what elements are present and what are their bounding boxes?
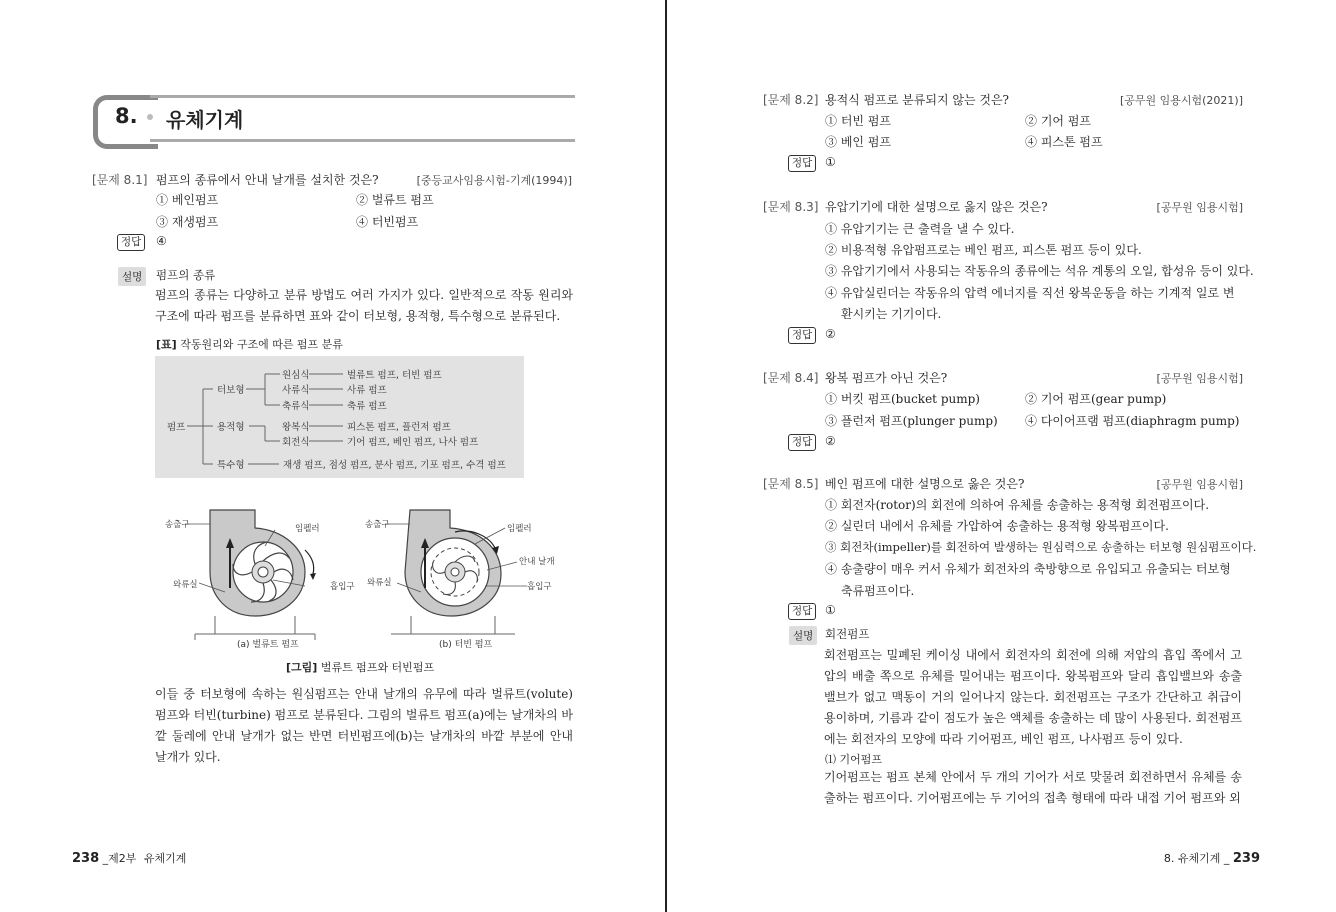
question-source: [공무원 임용시험] bbox=[1156, 201, 1243, 214]
fig-b-discharge: 송출구 bbox=[365, 520, 390, 530]
question-text: 베인 펌프에 대한 설명으로 옳은 것은? bbox=[825, 477, 1025, 491]
question-label: [문제 8.1] bbox=[92, 173, 148, 187]
question-text: 펌프의 종류에서 안내 날개를 설치한 것은? bbox=[156, 173, 379, 187]
figure-caption bbox=[286, 659, 434, 675]
chapter-rule-bottom bbox=[150, 139, 575, 142]
question-text: 용적식 펌프로 분류되지 않는 것은? bbox=[825, 93, 1009, 107]
figure-caption-prefix: [그림] bbox=[286, 661, 318, 674]
fig-b-inlet: 흡입구 bbox=[527, 582, 552, 592]
table-caption-text: 작동원리와 구조에 따른 펌프 분류 bbox=[180, 338, 343, 351]
option-1: ① 베인펌프 bbox=[156, 193, 219, 207]
turbine-pump-drawing bbox=[385, 510, 527, 634]
page-number-right: 239 bbox=[1232, 851, 1260, 866]
option-4: ④ 피스톤 펌프 bbox=[1025, 135, 1103, 149]
option-3: ③ 회전차(impeller)를 회전하여 발생하는 원심력으로 송출하는 터보형 원심펌프이다. bbox=[825, 540, 1257, 554]
footer-left bbox=[72, 850, 186, 866]
table-caption bbox=[156, 336, 343, 352]
right-page bbox=[669, 0, 1336, 912]
class-group-turbo: 터보형 bbox=[217, 385, 245, 396]
footer-title-right: 8. 유체기계 bbox=[1163, 852, 1221, 865]
fig-b-caption: (b) 터빈 펌프 bbox=[439, 640, 493, 650]
answer-badge: 정답 bbox=[788, 434, 816, 451]
closing-paragraph: 이들 중 터보형에 속하는 원심펌프는 안내 날개의 유무에 따라 벌류트(volute) 펌프와 터빈(turbine) 펌프로 분류된다. 그림의 벌류트 펌프(a)에는 날개차의 바깥 둘레에 안내 날개가 없는 반면 터빈펌프에(b)는 날개차의 바깥 부분에 안내 날개가 있다. bbox=[155, 687, 573, 764]
answer-value: ④ bbox=[156, 234, 167, 248]
question-text: 유압기기에 대한 설명으로 옳지 않은 것은? bbox=[825, 200, 1048, 214]
fig-a-discharge: 송출구 bbox=[165, 520, 190, 530]
footer-right bbox=[1164, 850, 1260, 866]
figure-caption-text: 벌류트 펌프와 터빈펌프 bbox=[320, 661, 435, 674]
question-label: [문제 8.2] bbox=[763, 93, 819, 107]
answer-badge: 정답 bbox=[788, 603, 816, 620]
question-source: [중등교사임용시험-기계(1994)] bbox=[416, 174, 572, 187]
answer-badge: 정답 bbox=[117, 234, 145, 251]
explanation-tag: 설명 bbox=[789, 626, 817, 645]
option-1: ① 유압기기는 큰 출력을 낼 수 있다. bbox=[825, 222, 1015, 236]
option-3: ③ 플런저 펌프(plunger pump) bbox=[825, 414, 998, 428]
explanation-tag: 설명 bbox=[118, 267, 146, 286]
question-label: [문제 8.3] bbox=[763, 200, 819, 214]
option-2: ② 비용적형 유압펌프로는 베인 펌프, 피스톤 펌프 등이 있다. bbox=[825, 243, 1142, 257]
explanation-heading: 펌프의 종류 bbox=[156, 268, 216, 282]
option-1: ① 터빈 펌프 bbox=[825, 114, 891, 128]
pump-figure bbox=[155, 500, 575, 660]
footer-sep: _ bbox=[1223, 852, 1230, 865]
footer-part: _제2부 bbox=[102, 852, 137, 865]
fig-b-impeller: 임펠러 bbox=[507, 524, 532, 534]
class-item-centrifugal: 원심식 bbox=[282, 370, 310, 381]
class-example-axial: 축류 펌프 bbox=[347, 401, 387, 412]
table-caption-prefix: [표] bbox=[156, 338, 177, 351]
class-group-positive: 용적형 bbox=[217, 422, 245, 433]
class-example-centrifugal: 벌류트 펌프, 터빈 펌프 bbox=[347, 370, 442, 381]
option-4: ④ 터빈펌프 bbox=[356, 215, 419, 229]
class-example-rotary: 기어 펌프, 베인 펌프, 나사 펌프 bbox=[347, 437, 479, 448]
class-root: 펌프 bbox=[167, 422, 186, 433]
class-item-mixed: 사류식 bbox=[282, 385, 310, 396]
question-source: [공무원 임용시험] bbox=[1156, 478, 1243, 491]
option-4-cont: 축류펌프이다. bbox=[841, 584, 915, 598]
class-group-special: 특수형 bbox=[217, 460, 245, 471]
spine-divider bbox=[665, 0, 667, 912]
answer-badge: 정답 bbox=[788, 327, 816, 344]
question-source: [공무원 임용시험(2021)] bbox=[1119, 94, 1243, 107]
class-item-axial: 축류식 bbox=[282, 401, 310, 412]
question-text: 왕복 펌프가 아닌 것은? bbox=[825, 371, 948, 385]
explanation-text: 펌프의 종류는 다양하고 분류 방법도 여러 가지가 있다. 일반적으로 작동 원리와 구조에 따라 펌프를 분류하면 표와 같이 터보형, 용적형, 특수형으로 분류된다. bbox=[155, 288, 573, 323]
option-3: ③ 베인 펌프 bbox=[825, 135, 891, 149]
question-label: [문제 8.5] bbox=[763, 477, 819, 491]
classification-diagram bbox=[155, 356, 524, 478]
class-example-reciprocating: 피스톤 펌프, 플런저 펌프 bbox=[347, 422, 451, 433]
fig-b-casing: 와류실 bbox=[367, 578, 392, 588]
subheading: ⑴ 기어펌프 bbox=[825, 753, 883, 766]
left-page bbox=[0, 0, 665, 912]
answer-value: ① bbox=[825, 155, 836, 169]
fig-a-impeller: 임펠러 bbox=[295, 524, 320, 534]
answer-value: ② bbox=[825, 434, 836, 448]
answer-value: ② bbox=[825, 327, 836, 341]
chapter-rule-top bbox=[150, 95, 575, 98]
class-example-mixed: 사류 펌프 bbox=[347, 385, 387, 396]
option-3: ③ 유압기기에서 사용되는 작동유의 종류에는 석유 계통의 오일, 합성유 등이 있다. bbox=[825, 264, 1254, 278]
chapter-title: 유체기계 bbox=[166, 108, 244, 132]
question-source: [공무원 임용시험] bbox=[1156, 372, 1243, 385]
class-item-reciprocating: 왕복식 bbox=[282, 422, 310, 433]
explanation-text: 회전펌프는 밀폐된 케이싱 내에서 회전자의 회전에 의해 저압의 흡입 쪽에서 고압의 배출 쪽으로 유체를 밀어내는 펌프이다. 왕복펌프와 달리 흡입밸브와 송출밸브가 없고 맥동이 거의 일어나지 않는다. 회전펌프는 구조가 간단하고 취급이 용이하며, 기름과 같이 점도가 높은 액체를 송출하는 데 많이 사용된다. 회전펌프에는 회전자의 모양에 따라 기어펌프, 베인 펌프, 나사펌프 등이 있다. bbox=[824, 648, 1242, 746]
footer-title-left: 유체기계 bbox=[143, 852, 187, 865]
option-4: ④ 송출량이 매우 커서 유체가 회전차의 축방향으로 유입되고 유출되는 터보형 bbox=[825, 562, 1231, 576]
subheading-text: 기어펌프는 펌프 본체 안에서 두 개의 기어가 서로 맞물려 회전하면서 유체를 송출하는 펌프이다. 기어펌프에는 두 기어의 접촉 형태에 따라 내접 기어 펌프와 외 bbox=[824, 770, 1242, 805]
class-example-special: 재생 펌프, 점성 펌프, 분사 펌프, 기포 펌프, 수격 펌프 bbox=[283, 460, 506, 471]
option-3: ③ 재생펌프 bbox=[156, 215, 219, 229]
fig-a-inlet: 흡입구 bbox=[330, 582, 355, 592]
page-number-left: 238 bbox=[72, 851, 100, 866]
option-2: ② 기어 펌프(gear pump) bbox=[1025, 392, 1167, 406]
explanation-heading: 회전펌프 bbox=[825, 627, 870, 641]
option-2: ② 벌류트 펌프 bbox=[356, 193, 434, 207]
option-4: ④ 유압실린더는 작동유의 압력 에너지를 직선 왕복운동을 하는 기계적 일로 변 bbox=[825, 286, 1235, 300]
question-label: [문제 8.4] bbox=[763, 371, 819, 385]
option-2: ② 기어 펌프 bbox=[1025, 114, 1091, 128]
option-4: ④ 다이어프램 펌프(diaphragm pump) bbox=[1025, 414, 1240, 428]
fig-b-guide-vane: 안내 날개 bbox=[519, 557, 555, 567]
answer-badge: 정답 bbox=[788, 155, 816, 172]
class-item-rotary: 회전식 bbox=[282, 437, 310, 448]
option-4-cont: 환시키는 기기이다. bbox=[841, 307, 942, 321]
chapter-number: 8. bbox=[115, 104, 138, 128]
option-2: ② 실린더 내에서 유체를 가압하여 송출하는 용적형 왕복펌프이다. bbox=[825, 519, 1169, 533]
option-1: ① 회전자(rotor)의 회전에 의하여 유체를 송출하는 용적형 회전펌프이다. bbox=[825, 498, 1210, 512]
option-1: ① 버킷 펌프(bucket pump) bbox=[825, 392, 980, 406]
fig-a-caption: (a) 벌류트 펌프 bbox=[237, 640, 299, 650]
chapter-dot bbox=[147, 114, 153, 120]
fig-a-casing: 와류실 bbox=[173, 580, 198, 590]
answer-value: ① bbox=[825, 603, 836, 617]
